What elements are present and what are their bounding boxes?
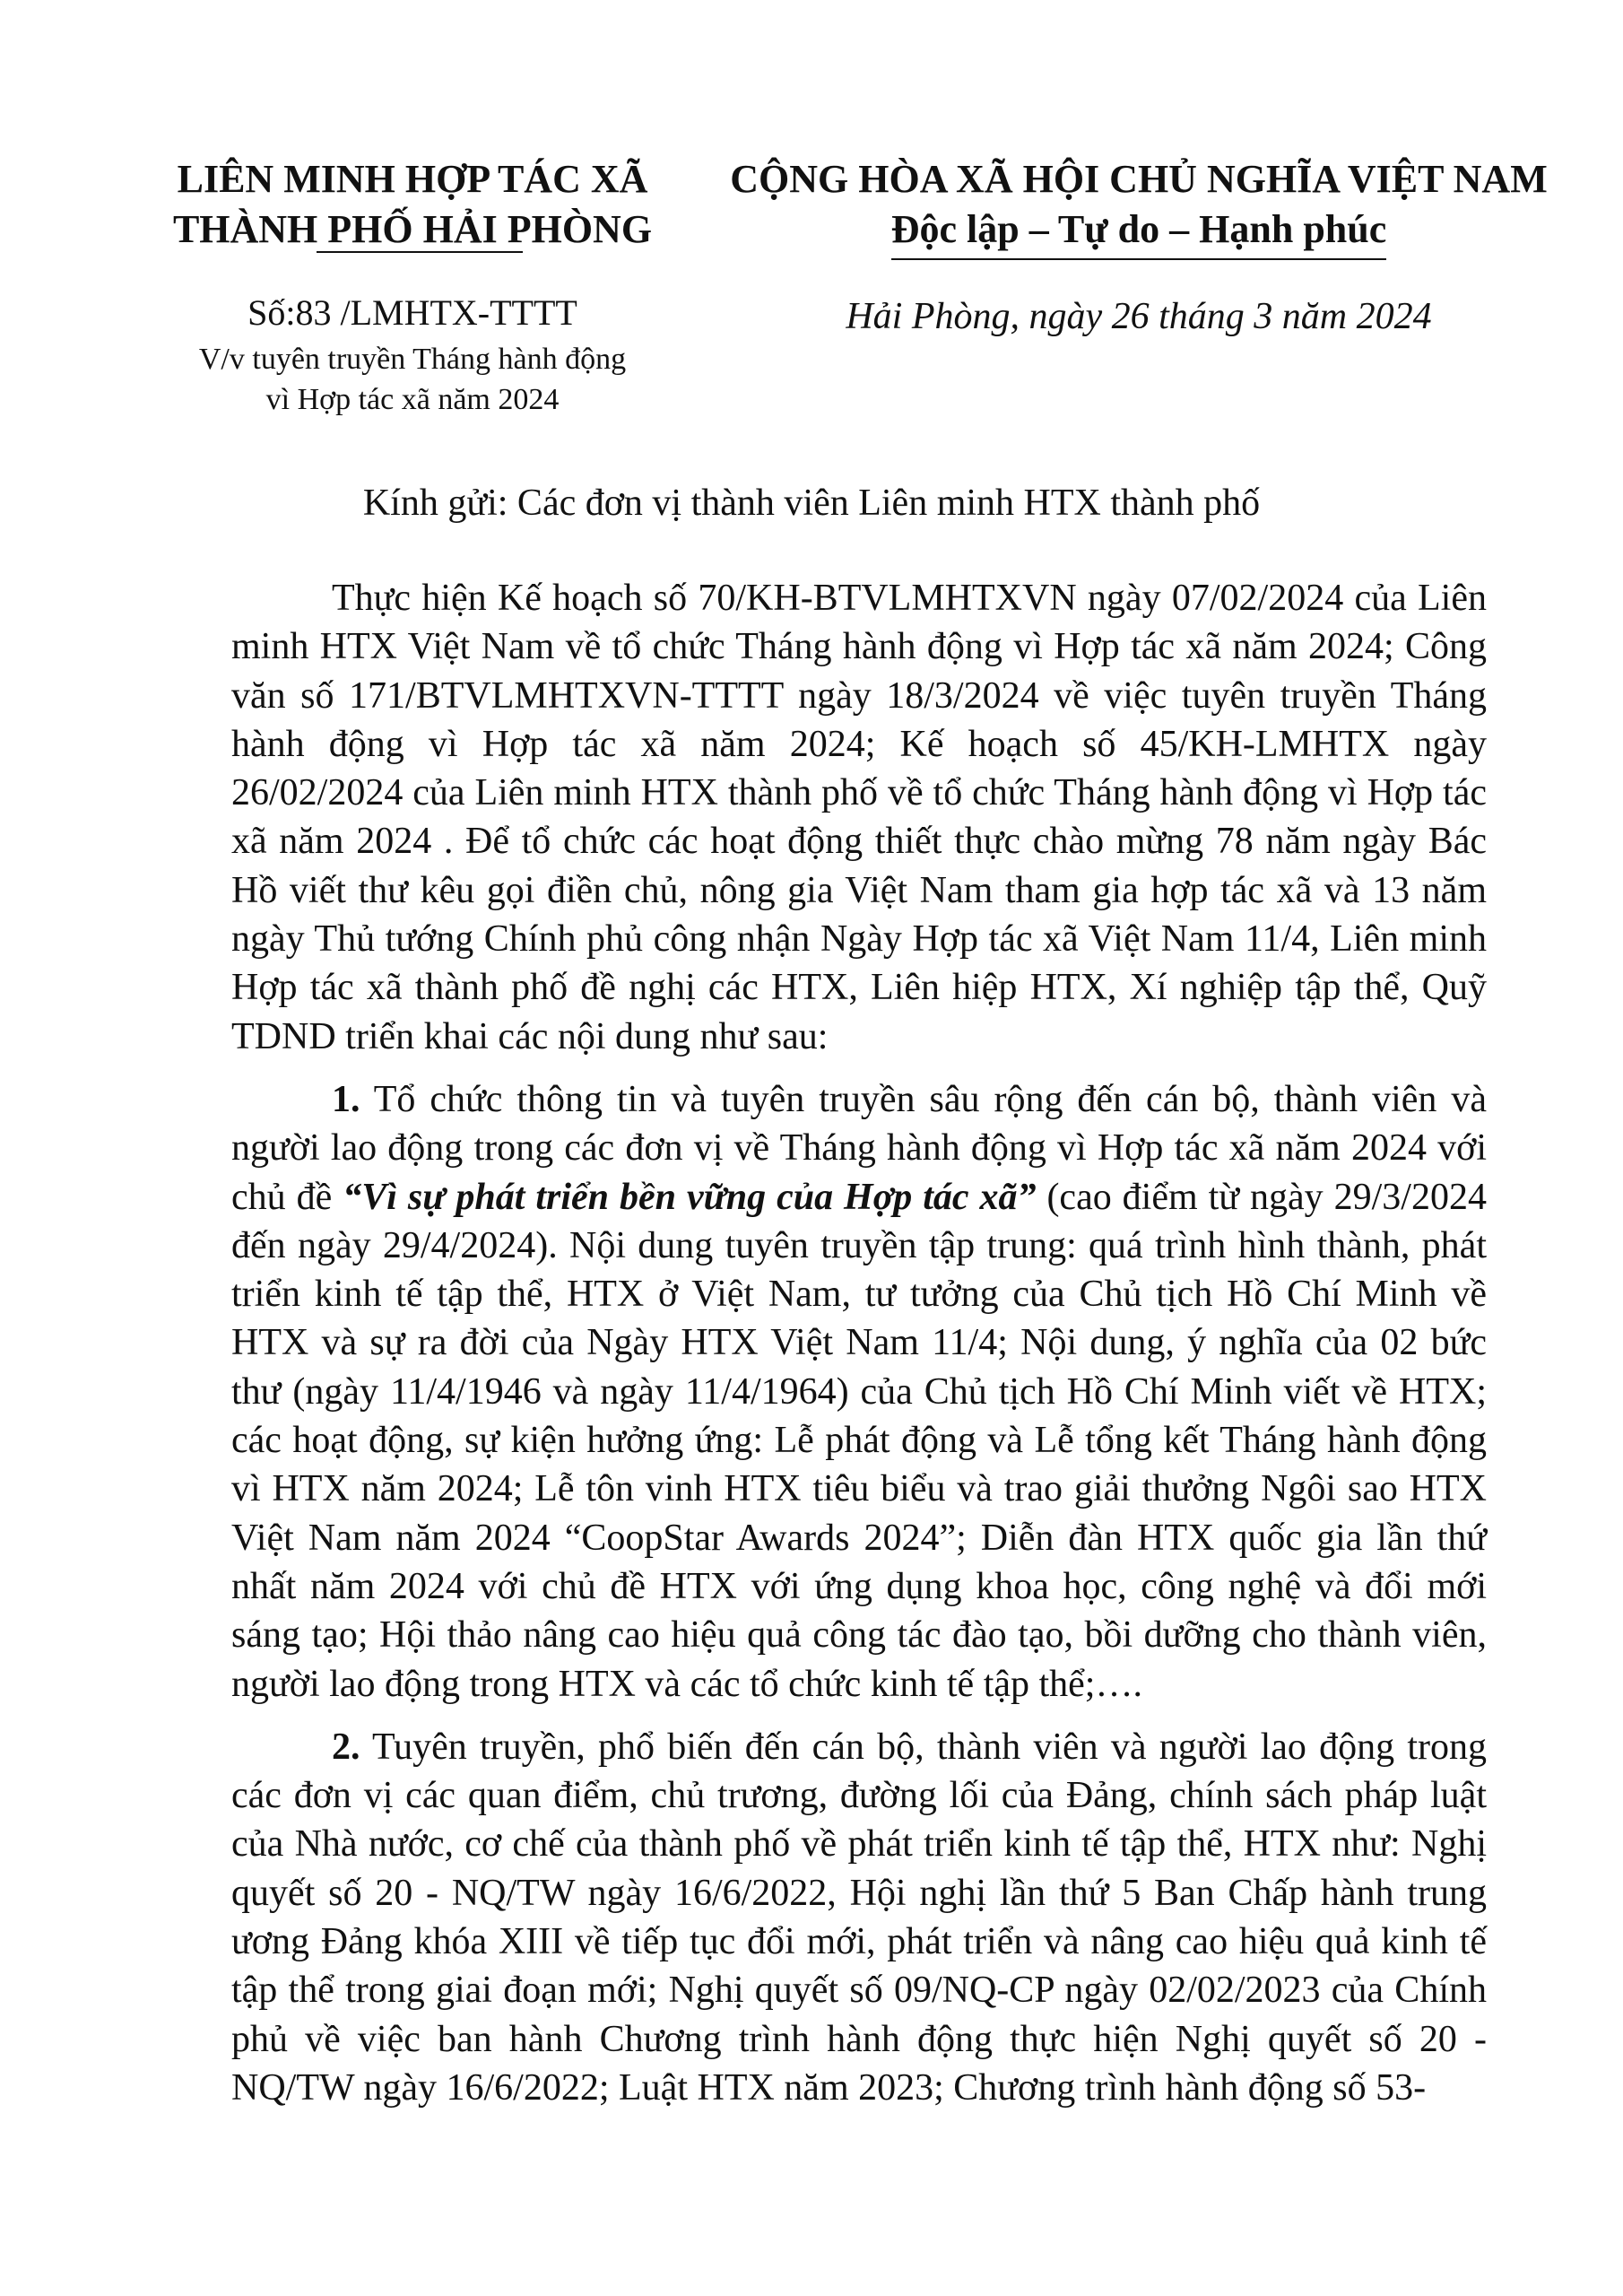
- issuing-organization: [135, 154, 690, 255]
- section-1-number: 1.: [332, 1078, 360, 1120]
- place-and-date: Hải Phòng, ngày 26 tháng 3 năm 2024: [846, 296, 1432, 337]
- section-2-paragraph: 2. Tuyên truyền, phổ biến đến cán bộ, thành viên và người lao động trong các đơn vị các quan điểm, chủ trương, đường lối của Đảng, chính sách pháp luật của Nhà nước, cơ chế của thành phố về phát triển kinh tế tập thể, HTX như: Nghị quyết số 20 - NQ/TW ngày 16/6/2022, Hội nghị lần thứ 5 Ban Chấp hành trung ương Đảng khóa XIII về tiếp tục đổi mới, phát triển và nâng cao hiệu quả kinh tế tập thể trong giai đoạn mới; Nghị quyết số 09/NQ-CP ngày 02/02/2023 của Chính phủ về việc ban hành Chương trình hành động thực hiện Nghị quyết số 20 - NQ/TW ngày 16/6/2022; Luật HTX năm 2023; Chương trình hành động số 53-: [231, 1726, 1487, 2109]
- national-header: [708, 154, 1569, 260]
- org-name-line2: THÀNH PHỐ HẢI PHÒNG: [172, 207, 653, 251]
- campaign-theme: “Vì sự phát triển bền vững của Hợp tác xã”: [343, 1176, 1037, 1218]
- recipient-line: Kính gửi: Các đơn vị thành viên Liên minh HTX thành phố: [362, 483, 1261, 524]
- subject-line1: V/v tuyên truyền Tháng hành động: [198, 343, 627, 376]
- section-1-paragraph: 1. Tổ chức thông tin và tuyên truyền sâu rộng đến cán bộ, thành viên và người lao động trong các đơn vị về Tháng hành động vì Hợp tác xã năm 2024 với chủ đề “Vì sự phát triển bền vững của Hợp tác xã” (cao điểm từ ngày 29/3/2024 đến ngày 29/4/2024). Nội dung tuyên truyền tập trung: quá trình hình thành, phát triển kinh tế tập thể, HTX ở Việt Nam, tư tưởng của Chủ tịch Hồ Chí Minh về HTX và sự ra đời của Ngày HTX Việt Nam 11/4; Nội dung, ý nghĩa của 02 bức thư (ngày 11/4/1946 và ngày 11/4/1964) của Chủ tịch Hồ Chí Minh viết về HTX; các hoạt động, sự kiện hưởng ứng: Lễ phát động và Lễ tổng kết Tháng hành động vì HTX năm 2024; Lễ tôn vinh HTX tiêu biểu và trao giải thưởng Ngôi sao HTX Việt Nam năm 2024 “CoopStar Awards 2024”; Diễn đàn HTX quốc gia lần thứ nhất năm 2024 với chủ đề HTX với ứng dụng khoa học, công nghệ và đổi mới sáng tạo; Hội thảo nâng cao hiệu quả công tác đào tạo, bồi dưỡng cho thành viên, người lao động trong HTX và các tổ chức kinh tế tập thể;….: [231, 1078, 1487, 1705]
- document-body: [231, 574, 1487, 2126]
- document-number: Số:83 /LMHTX-TTTT: [247, 292, 577, 333]
- org-underline: [317, 251, 523, 254]
- section-2-number: 2.: [332, 1726, 360, 1768]
- subject-line2: vì Hợp tác xã năm 2024: [265, 383, 560, 416]
- document-subject: [135, 339, 690, 420]
- national-title: CỘNG HÒA XÃ HỘI CHỦ NGHĨA VIỆT NAM: [730, 157, 1548, 201]
- org-name-line1: LIÊN MINH HỢP TÁC XÃ: [177, 157, 648, 201]
- intro-paragraph: Thực hiện Kế hoạch số 70/KH-BTVLMHTXVN ngày 07/02/2024 của Liên minh HTX Việt Nam về tổ chức Tháng hành động vì Hợp tác xã năm 2024; Công văn số 171/BTVLMHTXVN-TTTT ngày 18/3/2024 về việc tuyên truyền Tháng hành động vì Hợp tác xã năm 2024; Kế hoạch số 45/KH-LMHTX ngày 26/02/2024 của Liên minh HTX thành phố về tổ chức Tháng hành động vì Hợp tác xã năm 2024 . Để tổ chức các hoạt động thiết thực chào mừng 78 năm ngày Bác Hồ viết thư kêu gọi điền chủ, nông gia Việt Nam tham gia hợp tác xã và 13 năm ngày Thủ tướng Chính phủ công nhận Ngày Hợp tác xã Việt Nam 11/4, Liên minh Hợp tác xã thành phố đề nghị các HTX, Liên hiệp HTX, Xí nghiệp tập thể, Quỹ TDND triển khai các nội dung như sau:: [231, 578, 1487, 1057]
- national-motto: Độc lập – Tự do – Hạnh phúc: [891, 204, 1387, 260]
